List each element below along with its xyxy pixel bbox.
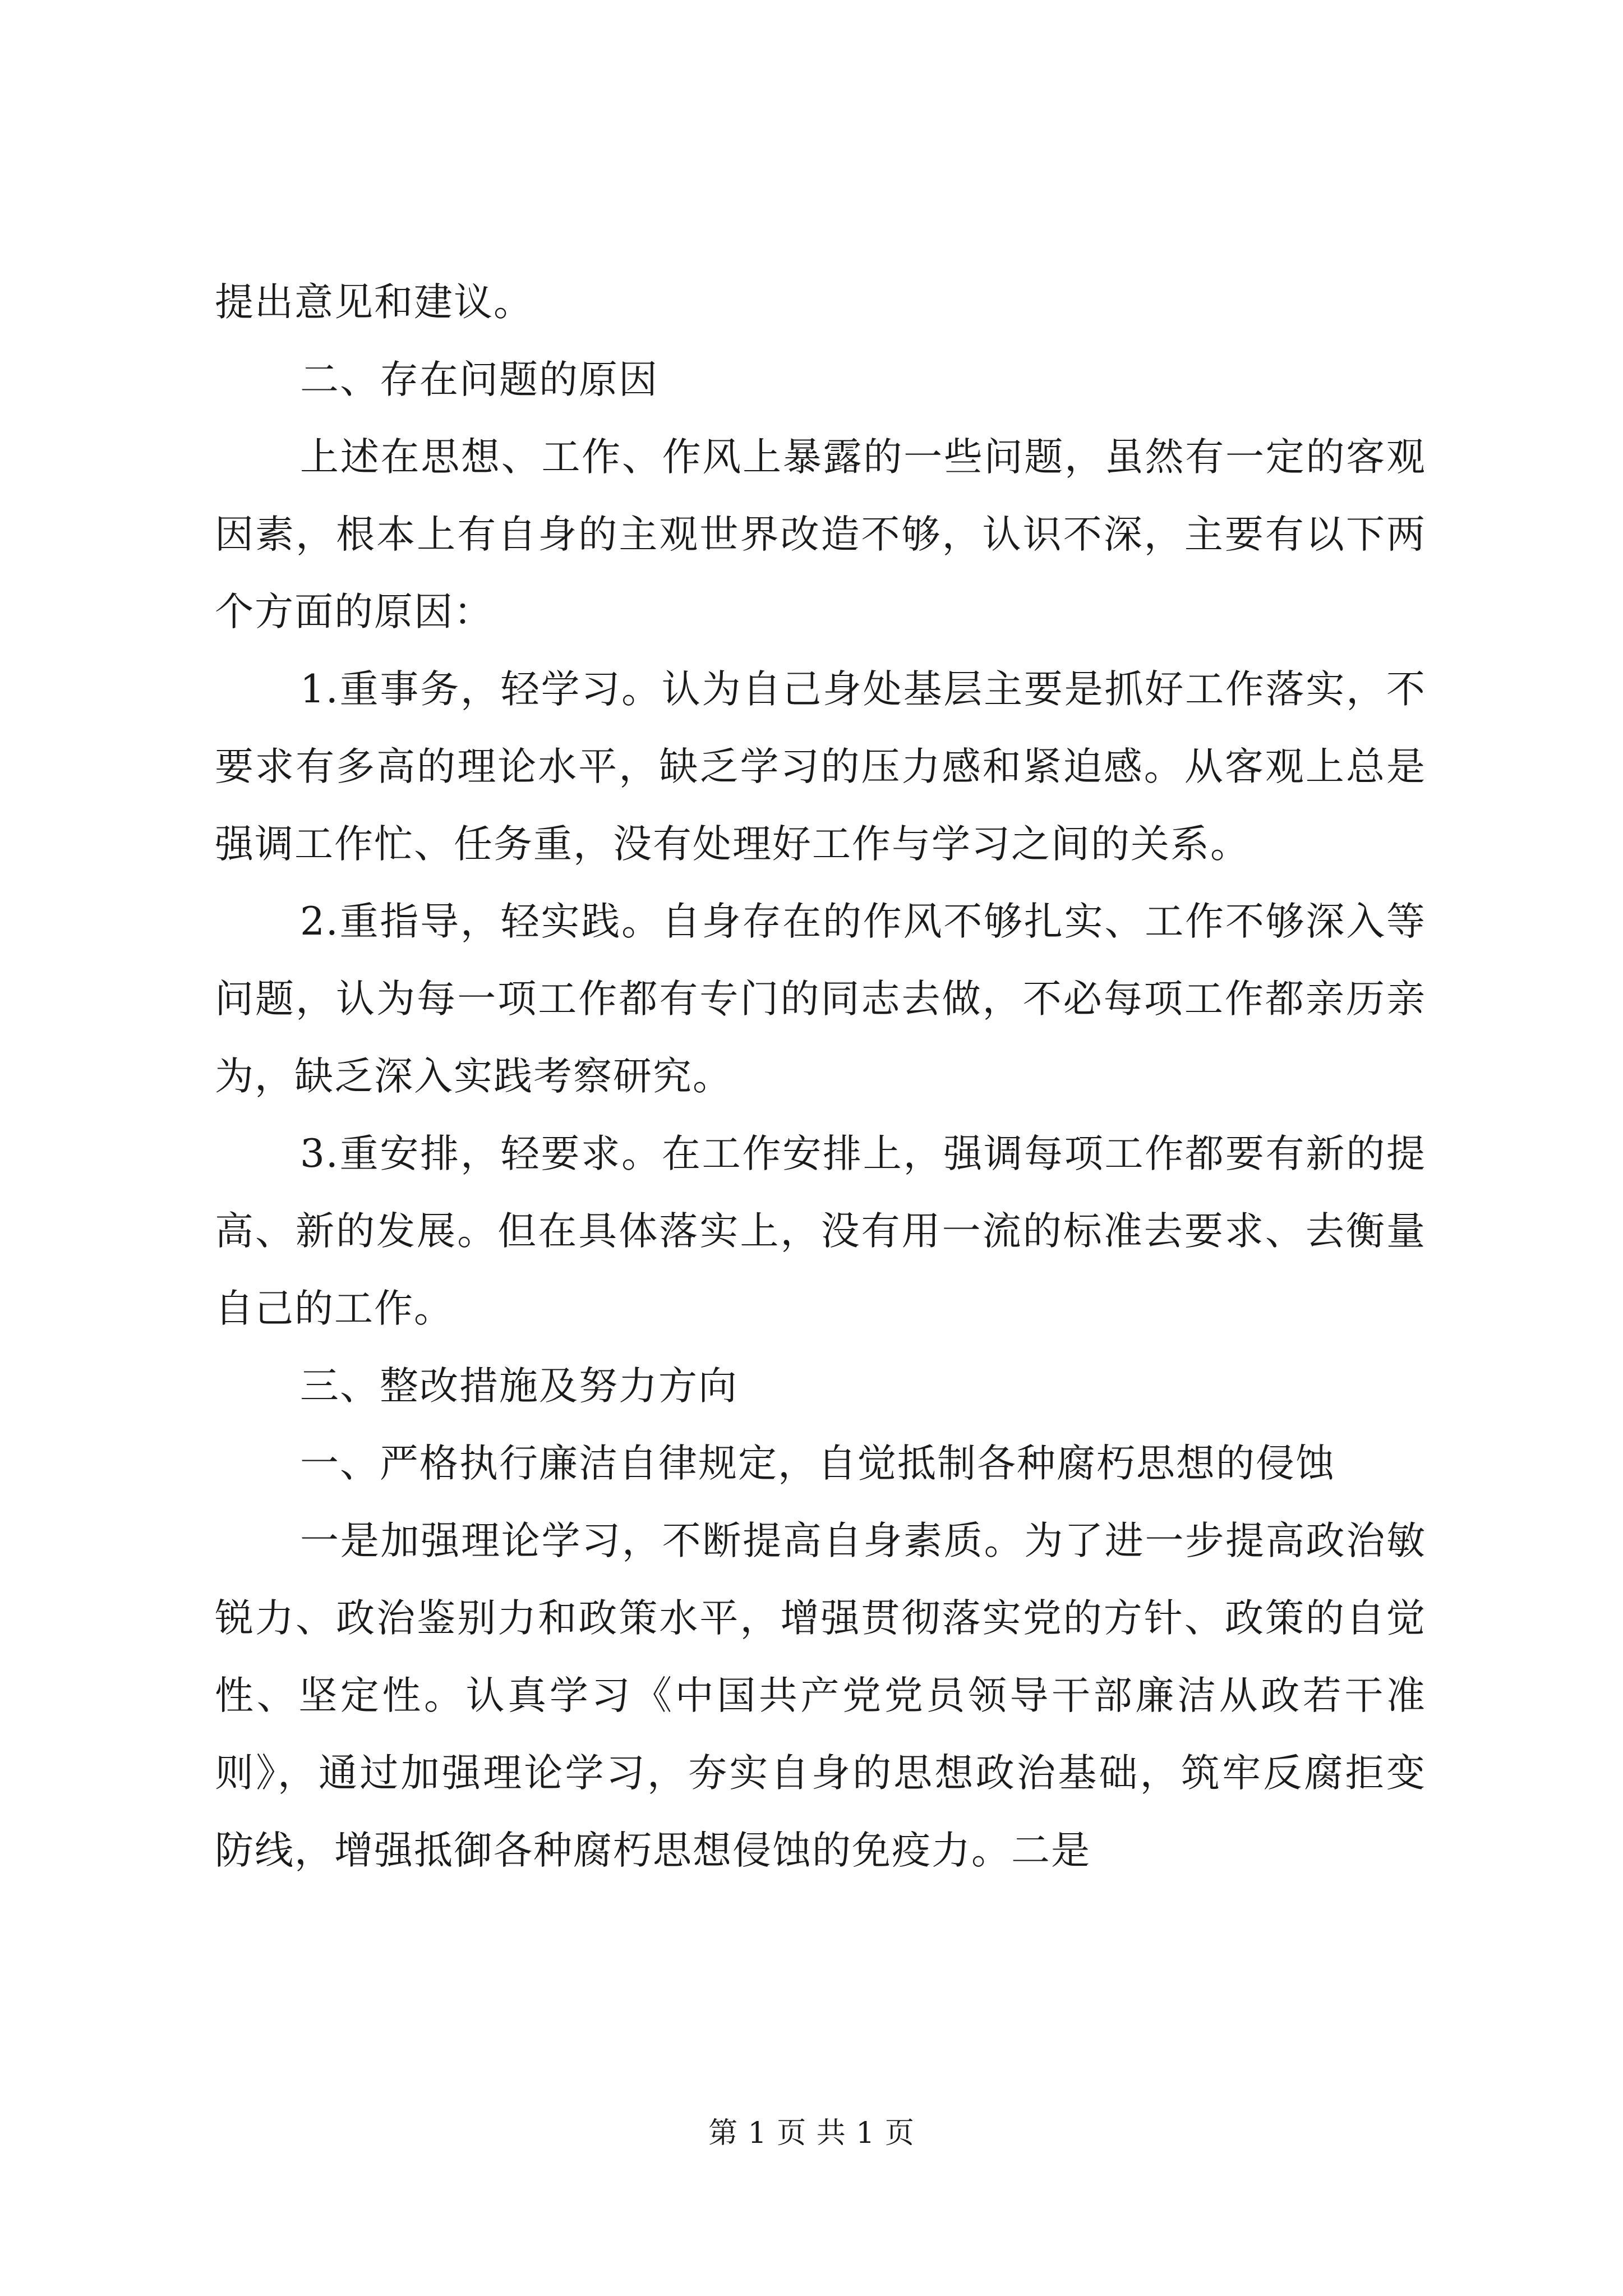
paragraph-3: 上述在思想、工作、作风上暴露的一些问题，虽然有一定的客观因素，根本上有自身的主观世界改造不够，认识不深，主要有以下两个方面的原因：	[215, 435, 1426, 634]
page-footer: 第 1 页 共 1 页	[708, 2116, 915, 2150]
paragraph-4: 1.重事务，轻学习。认为自己身处基层主要是抓好工作落实，不要求有多高的理论水平，缺乏学习的压力感和紧迫感。从客观上总是强调工作忙、任务重，没有处理好工作与学习之间的关系。	[215, 667, 1426, 867]
subheading-integrity: 一、严格执行廉洁自律规定，自觉抵制各种腐朽思想的侵蚀	[300, 1441, 1335, 1486]
paragraph-9: 一是加强理论学习，不断提高自身素质。为了进一步提高政治敏锐力、政治鉴别力和政策水平，增强贯彻落实党的方针、政策的自觉性、坚定性。认真学习《中国共产党党员领导干部廉洁从政若干准则》，通过加强理论学习，夯实自身的思想政治基础，筑牢反腐拒变防线，增强抵御各种腐朽思想侵蚀的免疫力。二是	[215, 1519, 1426, 1873]
document-body	[215, 264, 1426, 1889]
section-heading-causes: 二、存在问题的原因	[300, 357, 658, 402]
section-heading-measures: 三、整改措施及努力方向	[300, 1364, 738, 1409]
paragraph-6: 3.重安排，轻要求。在工作安排上，强调每项工作都要有新的提高、新的发展。但在具体落实上，没有用一流的标准去要求、去衡量自己的工作。	[215, 1131, 1426, 1331]
paragraph-5: 2.重指导，轻实践。自身存在的作风不够扎实、工作不够深入等问题，认为每一项工作都有专门的同志去做，不必每项工作都亲历亲为，缺乏深入实践考察研究。	[215, 899, 1426, 1099]
paragraph-1: 提出意见和建议。	[215, 280, 533, 325]
